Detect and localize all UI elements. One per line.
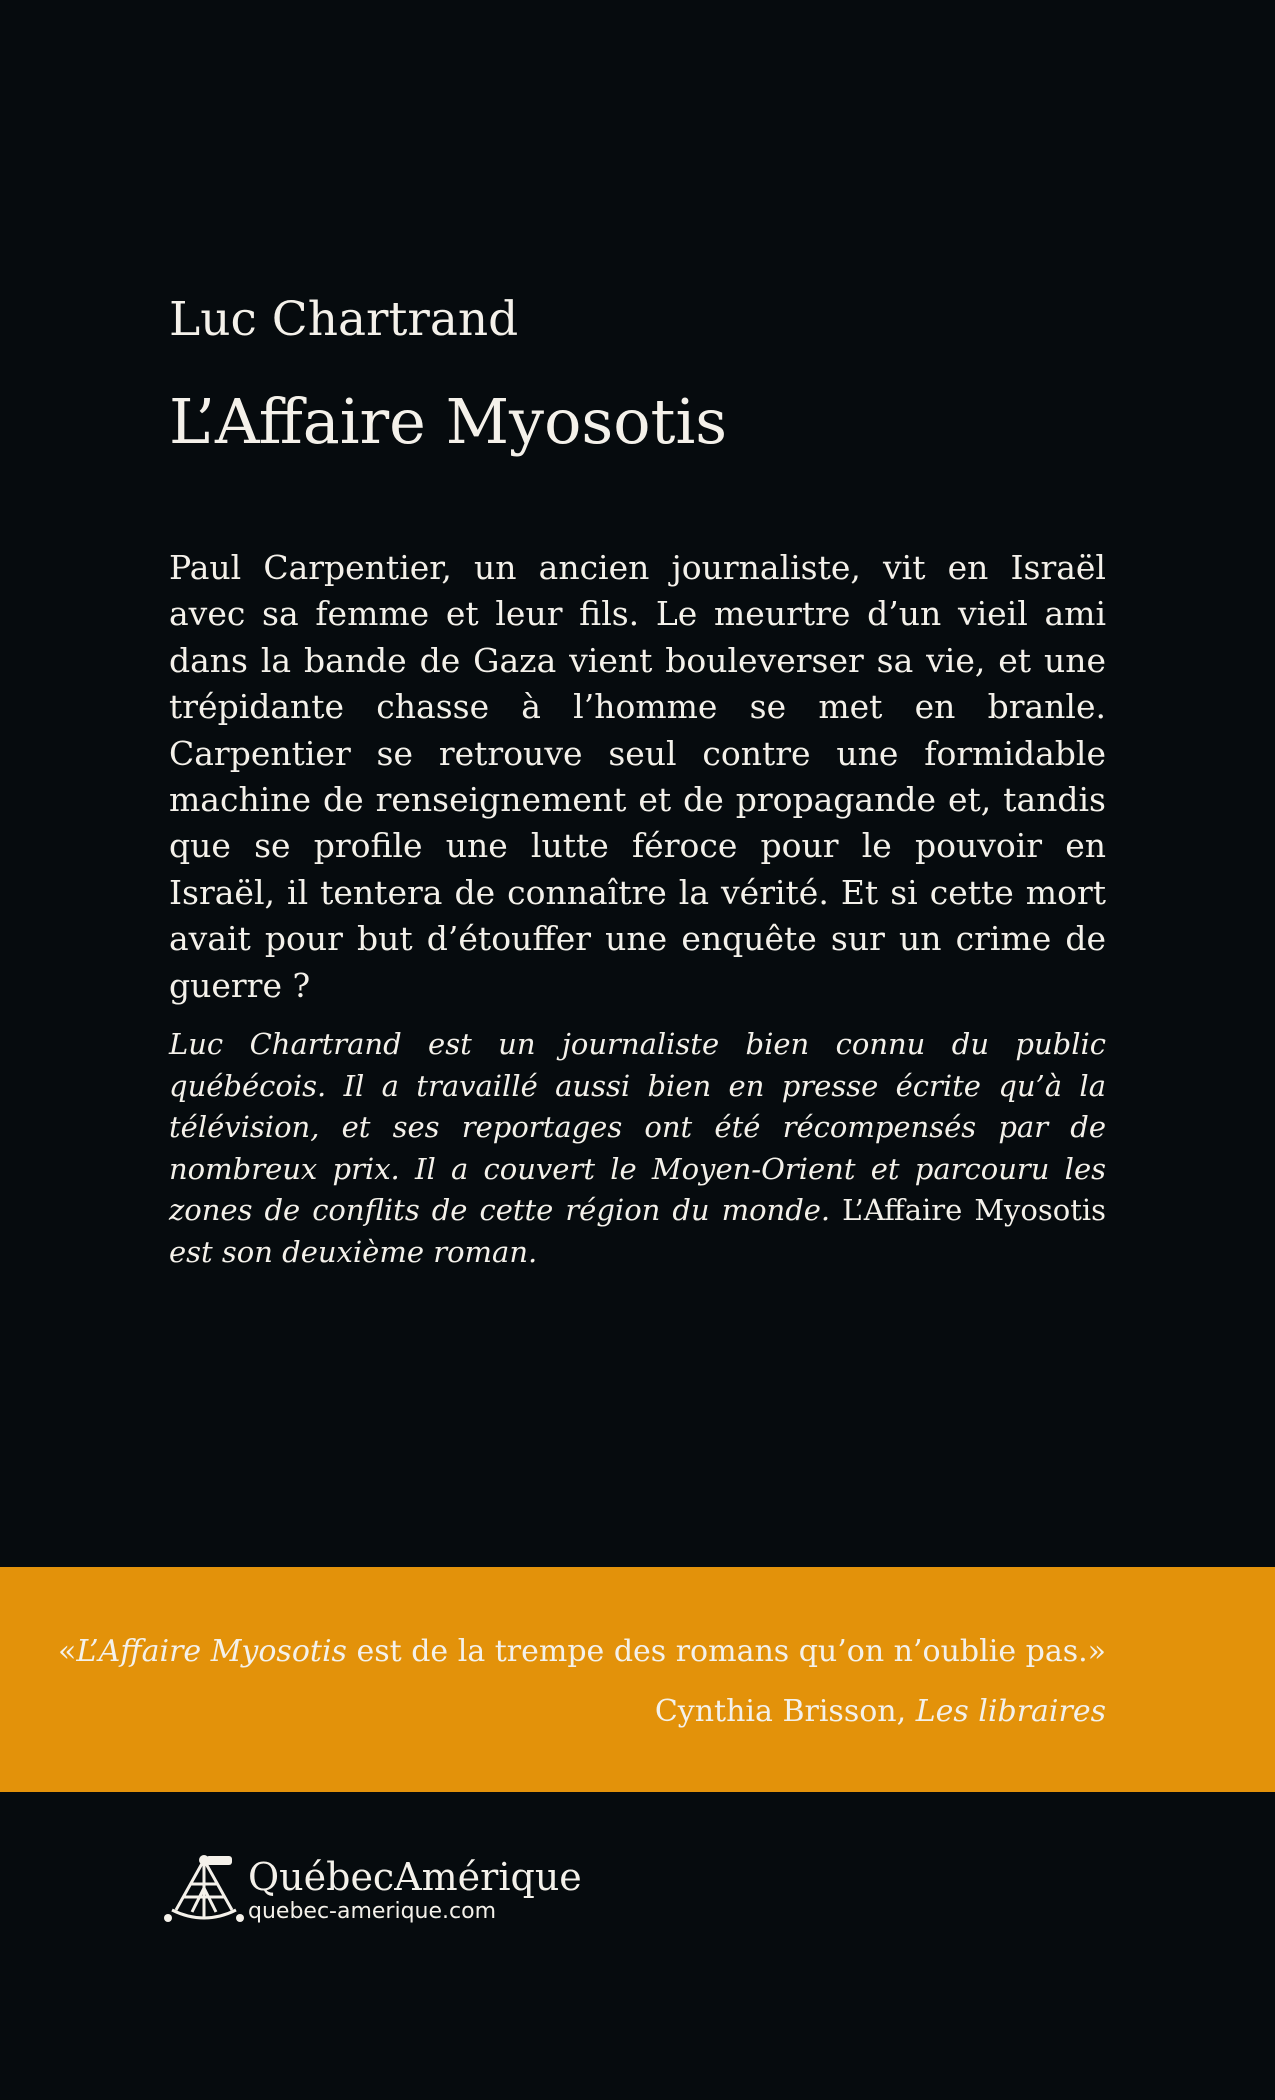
publisher-url: quebec-amerique.com: [248, 1899, 497, 1924]
quote-text: est de la trempe des romans qu’on n’oublie pas.: [356, 1634, 1088, 1669]
quote-close-mark: »: [1087, 1634, 1106, 1669]
author-bio: [169, 1024, 1106, 1274]
synopsis: Paul Carpentier, un ancien journaliste, vit en Israël avec sa femme et leur fils. Le meurtre d’un vieil ami dans la bande de Gaza vient bouleverser sa vie, et une trépidante chasse à l’homme se met en branle. Carpentier se retrouve seul contre une formidable machine de renseignement et de propagande et, tandis que se profile une lutte féroce pour le pouvoir en Israël, il tentera de connaître la vérité. Et si cette mort avait pour but d’étouffer une enquête sur un crime de guerre ?: [169, 548, 1106, 1005]
author-bio-book-title: L’Affaire Myosotis: [842, 1193, 1107, 1228]
quote-open-mark: «: [58, 1634, 77, 1669]
quote-attribution-source: Les libraires: [915, 1694, 1106, 1729]
quote-band: [0, 1567, 1275, 1792]
author-name: Luc Chartrand: [169, 292, 519, 347]
sextant-icon: [162, 1852, 246, 1928]
author-bio-main: Luc Chartrand est un journaliste bien connu du public québécois. Il a travaillé aussi bien en presse écrite qu’à la télévision, et ses reportages ont été récompensés par de nombreux prix. Il a couvert le Moyen-Orient et parcouru les zones de conflits de cette région du monde.: [169, 1027, 1106, 1228]
publisher-name: QuébecAmérique: [248, 1855, 582, 1899]
quote-attribution: [655, 1692, 1106, 1732]
author-bio-ending: est son deuxième roman.: [169, 1234, 538, 1269]
book-title: L’Affaire Myosotis: [169, 385, 728, 458]
quote-book-title: L’Affaire Myosotis: [76, 1634, 347, 1669]
press-quote: [58, 1632, 1106, 1672]
quote-attribution-name: Cynthia Brisson,: [654, 1694, 907, 1729]
publisher-logo: [162, 1852, 582, 1932]
